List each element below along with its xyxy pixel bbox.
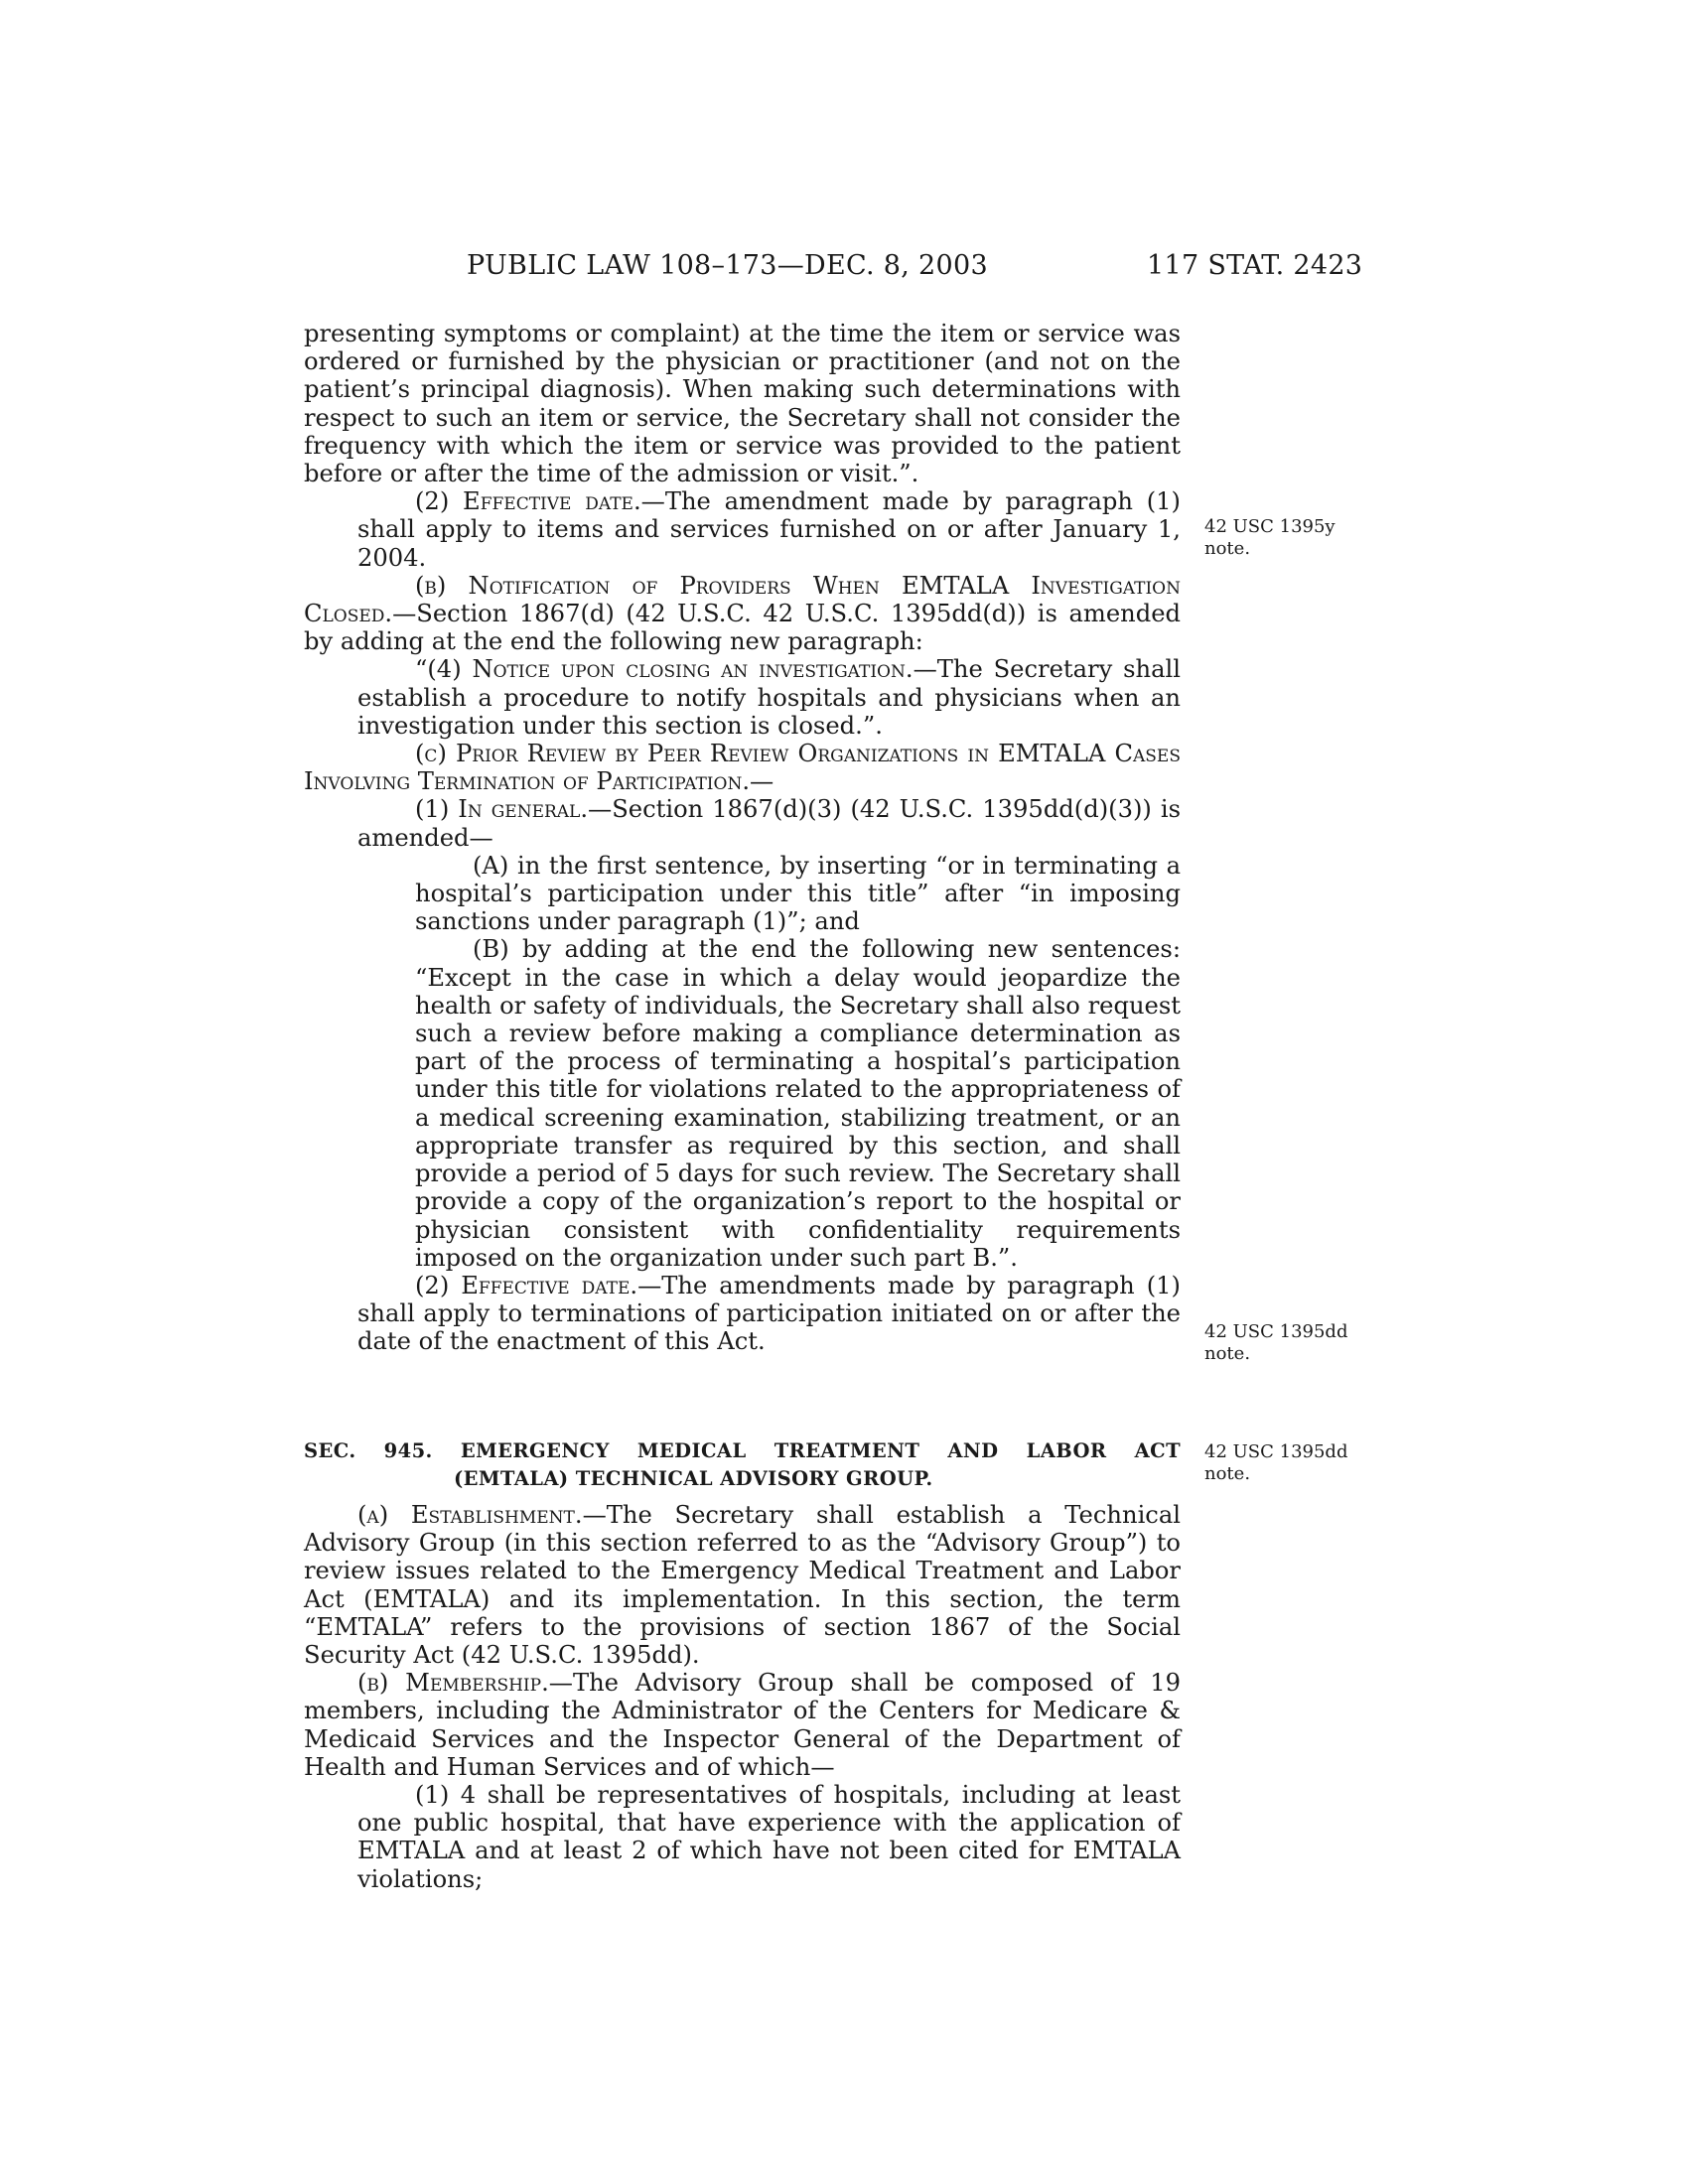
heading-effective-date-1: (2) Effective date. bbox=[415, 487, 641, 516]
margin-note-2 bbox=[1204, 1321, 1403, 1365]
margin-note-3-citation: 42 USC 1395dd bbox=[1204, 1441, 1348, 1462]
heading-in-general: (1) In general. bbox=[415, 795, 589, 824]
subsection-establishment bbox=[304, 1501, 1181, 1669]
paragraph-continuation: presenting symptoms or complaint) at the time the item or service was ordered or furnished by the physician or practitioner (and not on the patient’s principal diagnosis). When making such determinations with respect to such an item or service, the Secretary shall not consider the frequency with which the item or service was provided to the patient before or after the time of the admission or visit.”. bbox=[304, 320, 1181, 488]
paragraph-notice-closing bbox=[304, 655, 1181, 740]
body-subsection-c: — bbox=[750, 767, 774, 796]
subsection-c bbox=[304, 740, 1181, 795]
body-subsection-b: —Section 1867(d) (42 U.S.C. 42 U.S.C. 1395dd(d)) is amended by adding at the end the following new paragraph: bbox=[304, 600, 1181, 656]
subsection-membership bbox=[304, 1669, 1181, 1781]
paragraph-effective-date-1 bbox=[304, 487, 1181, 572]
margin-note-1-citation: 42 USC 1395y bbox=[1204, 516, 1336, 537]
subsection-b bbox=[304, 572, 1181, 656]
margin-note-3 bbox=[1204, 1441, 1403, 1485]
heading-membership: (b) Membership. bbox=[357, 1669, 549, 1698]
body-effective-date-1: —The amendment made by paragraph (1) shall apply to items and services furnished on or after January 1, 2004. bbox=[357, 487, 1181, 572]
section-heading-line-1: SEC. 945. EMERGENCY MEDICAL TREATMENT AND LABOR ACT bbox=[304, 1439, 1181, 1462]
page-header bbox=[0, 250, 1688, 290]
margin-note-1 bbox=[1204, 516, 1403, 560]
heading-subsection-c: (c) Prior Review by Peer Review Organizations in EMTALA Cases Involving Termination of Participation. bbox=[304, 740, 1181, 796]
running-head-title: PUBLIC LAW 108–173—DEC. 8, 2003 bbox=[467, 250, 988, 281]
body-text-lower bbox=[304, 1501, 1181, 1893]
margin-note-3-label: note. bbox=[1204, 1463, 1251, 1484]
heading-establishment: (a) Establishment. bbox=[357, 1501, 583, 1529]
margin-note-1-label: note. bbox=[1204, 538, 1251, 559]
body-notice-closing: —The Secretary shall establish a procedure to notify hospitals and physicians when an investigation under this section is closed.”. bbox=[357, 655, 1181, 740]
membership-item-1: (1) 4 shall be representatives of hospitals, including at least one public hospital, that have experience with the application of EMTALA and at least 2 of which have not been cited for EMTALA violations; bbox=[357, 1781, 1181, 1893]
paragraph-in-general bbox=[304, 795, 1181, 851]
body-text-upper bbox=[304, 320, 1181, 1356]
body-in-general: —Section 1867(d)(3) (42 U.S.C. 1395dd(d)(3)) is amended— bbox=[357, 795, 1181, 852]
clause-b: (B) by adding at the end the following new sentences: “Except in the case in which a delay would jeopardize the health or safety of individuals, the Secretary shall also request such a review before making a compliance determination as part of the process of terminating a hospital’s participation under this title for violations related to the appropriateness of a medical screening examination, stabilizing treatment, or an appropriate transfer as required by this section, and shall provide a period of 5 days for such review. The Secretary shall provide a copy of the organization’s report to the hospital or physician consistent with confidentiality requirements imposed on the organization under such part B.”. bbox=[415, 935, 1181, 1272]
section-heading bbox=[304, 1437, 1181, 1493]
margin-note-2-label: note. bbox=[1204, 1343, 1251, 1364]
heading-effective-date-2: (2) Effective date. bbox=[415, 1271, 638, 1299]
body-effective-date-2: —The amendments made by paragraph (1) shall apply to terminations of participation initiated on or after the date of the enactment of this Act. bbox=[357, 1271, 1181, 1356]
paragraph-effective-date-2 bbox=[304, 1272, 1181, 1356]
clause-a: (A) in the first sentence, by inserting “or in terminating a hospital’s participation under this title” after “in imposing sanctions under paragraph (1)”; and bbox=[415, 851, 1181, 936]
heading-notice-closing: “(4) Notice upon closing an investigation. bbox=[415, 655, 914, 684]
body-establishment: —The Secretary shall establish a Technical Advisory Group (in this section referred to as the “Advisory Group”) to review issues related to the Emergency Medical Treatment and Labor Act (EMTALA) and its implementation. In this section, the term “EMTALA” refers to the provisions of section 1867 of the Social Security Act (42 U.S.C. 1395dd). bbox=[304, 1501, 1182, 1670]
statute-page-number: 117 STAT. 2423 bbox=[1147, 250, 1363, 281]
heading-subsection-b: (b) Notification of Providers When EMTALA Investigation Closed. bbox=[304, 571, 1181, 628]
margin-note-2-citation: 42 USC 1395dd bbox=[1204, 1321, 1348, 1342]
body-membership: —The Advisory Group shall be composed of 19 members, including the Administrator of the Centers for Medicare & Medicaid Services and the Inspector General of the Department of Health and Human Services and of which— bbox=[304, 1669, 1181, 1781]
section-heading-line-2: (EMTALA) TECHNICAL ADVISORY GROUP. bbox=[454, 1467, 933, 1490]
